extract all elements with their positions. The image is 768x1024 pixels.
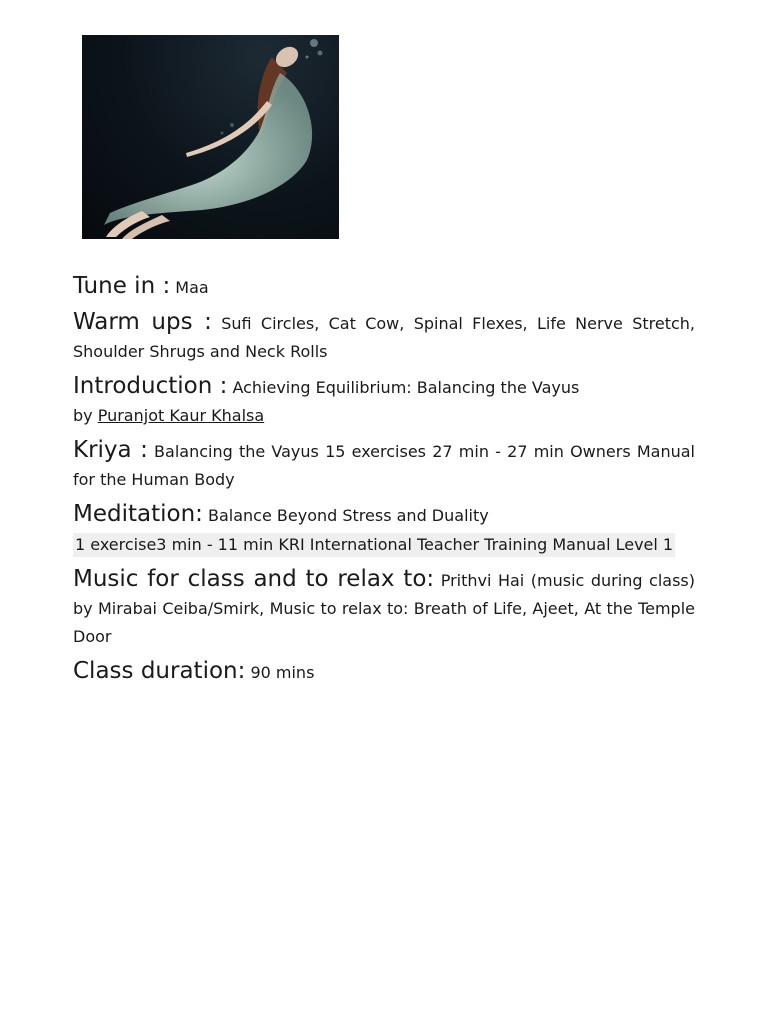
photo-illustration xyxy=(82,35,339,239)
kriya-row xyxy=(73,436,695,494)
introduction-row xyxy=(73,372,695,430)
meditation-detail: 1 exercise3 min - 11 min KRI International Teacher Training Manual Level 1 xyxy=(73,533,675,557)
kriya-heading: Kriya : xyxy=(73,437,148,463)
duration-heading: Class duration: xyxy=(73,658,246,684)
kriya-value: Balancing the Vayus 15 exercises 27 min - 27 min Owners Manual for the Human Body xyxy=(73,442,696,489)
duration-row xyxy=(73,657,695,687)
tune-in-heading: Tune in : xyxy=(73,273,171,299)
warm-ups-heading: Warm ups : xyxy=(73,309,212,335)
music-row xyxy=(73,565,695,651)
music-heading: Music for class and to relax to: xyxy=(73,566,435,592)
introduction-by-label: by xyxy=(73,406,93,425)
introduction-heading: Introduction : xyxy=(73,373,228,399)
class-plan xyxy=(73,272,695,687)
meditation-row xyxy=(73,500,695,559)
warm-ups-value: Sufi Circles, Cat Cow, Spinal Flexes, Life Nerve Stretch, Shoulder Shrugs and Neck Rolls xyxy=(73,314,695,361)
introduction-value: Achieving Equilibrium: Balancing the Vayus xyxy=(232,378,580,397)
underwater-woman-photo xyxy=(82,35,339,239)
meditation-value: Balance Beyond Stress and Duality xyxy=(208,506,489,525)
author-link[interactable]: Puranjot Kaur Khalsa xyxy=(97,406,265,425)
warm-ups-row xyxy=(73,308,695,366)
tune-in-value: Maa xyxy=(175,278,209,297)
tune-in-row xyxy=(73,272,695,302)
duration-value: 90 mins xyxy=(250,663,315,682)
music-value: Prithvi Hai (music during class) by Mirabai Ceiba/Smirk, Music to relax to: Breath of Life, Ajeet, At the Temple Door xyxy=(73,571,695,646)
meditation-heading: Meditation: xyxy=(73,501,203,527)
